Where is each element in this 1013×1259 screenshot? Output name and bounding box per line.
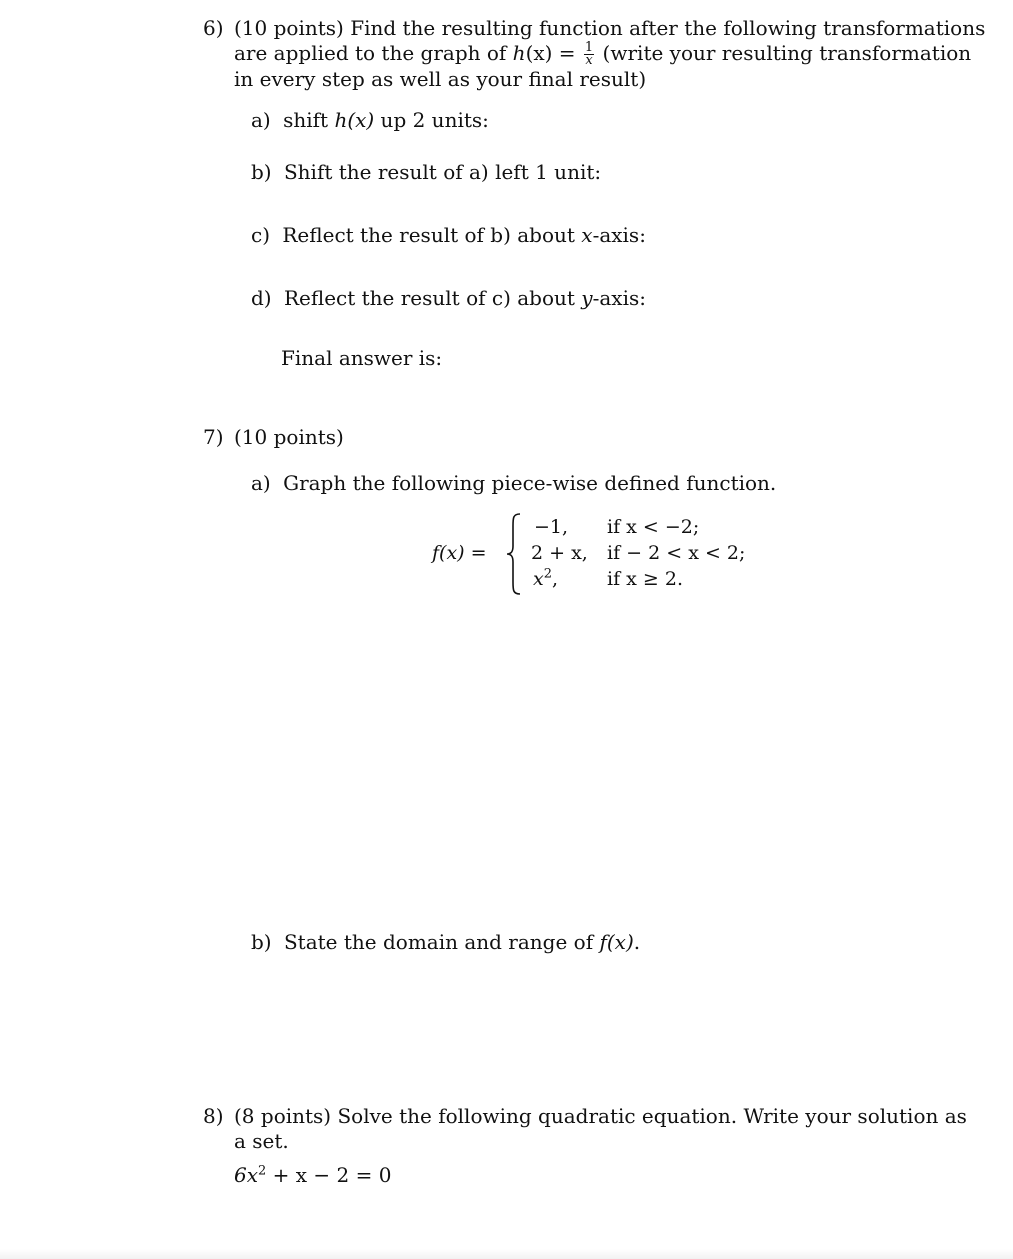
- piecewise-lhs: f(x) =: [432, 542, 487, 564]
- q8-eq-sup: 2: [258, 1163, 267, 1179]
- q6-part-a-post: up 2 units:: [374, 108, 489, 132]
- case-2-cond: if − 2 < x < 2;: [607, 542, 746, 564]
- q6-part-b-text: Shift the result of a) left 1 unit:: [283, 160, 602, 184]
- q6-h-name: h: [512, 41, 526, 65]
- q6-part-d-post: -axis:: [592, 286, 646, 310]
- q7-part-b-math: f(x): [599, 930, 634, 954]
- q8-eq-rest: + x − 2 = 0: [266, 1163, 392, 1187]
- q6-frac-num: 1: [584, 40, 594, 55]
- q6-frac-den: x: [585, 53, 593, 68]
- q7-part-b-pre: State the domain and range of: [283, 930, 600, 954]
- q7-part-a-label: a): [251, 471, 271, 495]
- q6-fraction: [584, 42, 594, 67]
- q6-part-c-label: c): [251, 223, 271, 247]
- q8-line2: a set.: [234, 1129, 289, 1153]
- q6-part-b: [251, 160, 601, 184]
- q7-part-a-text: Graph the following piece-wise defined function.: [283, 471, 777, 495]
- case-3-cond: if x ≥ 2.: [607, 568, 683, 590]
- q6-line2: [234, 41, 971, 67]
- q6-part-c-pre: Reflect the result of b) about: [282, 223, 582, 247]
- q6-line1: (10 points) Find the resulting function after the following transformations: [234, 16, 986, 40]
- q8-equation: [234, 1163, 391, 1187]
- q8-number: 8): [203, 1104, 224, 1128]
- q7-number: 7): [203, 425, 224, 449]
- page-bottom-edge: [0, 1249, 1013, 1259]
- case-1-cond: if x < −2;: [607, 516, 700, 538]
- q6-part-d-pre: Reflect the result of c) about: [283, 286, 582, 310]
- case-2-expr: 2 + x,: [531, 542, 588, 564]
- case-3-base: x: [533, 568, 544, 590]
- q6-final-answer: Final answer is:: [281, 346, 443, 370]
- q6-part-b-label: b): [251, 160, 272, 184]
- q6-part-a-math: h(x): [334, 108, 375, 132]
- q6-line2-pre: are applied to the graph of: [234, 41, 513, 65]
- q8-eq-coef: 6x: [234, 1163, 259, 1187]
- q6-part-a-label: a): [251, 108, 271, 132]
- q7-header: (10 points): [234, 425, 344, 449]
- q6-part-c-post: -axis:: [592, 223, 646, 247]
- q6-number: 6): [203, 16, 224, 40]
- q6-part-a-pre: shift: [283, 108, 335, 132]
- q6-line2-post: (write your resulting transformation: [596, 41, 972, 65]
- q6-line3: in every step as well as your final result): [234, 67, 647, 91]
- q7-part-a: [251, 471, 776, 495]
- q6-part-c-math: x: [581, 223, 593, 247]
- piecewise-brace: [506, 512, 522, 596]
- q7-part-b: [251, 930, 640, 954]
- q6-part-a: [251, 108, 489, 132]
- case-3-tail: ,: [552, 568, 559, 590]
- q6-part-d-label: d): [251, 286, 272, 310]
- case-3-expr: [533, 567, 558, 591]
- case-1-expr: −1,: [534, 516, 569, 538]
- q7-part-b-post: .: [633, 930, 641, 954]
- q6-part-d: [251, 286, 646, 310]
- q6-part-c: [251, 223, 646, 247]
- q8-line1: (8 points) Solve the following quadratic equation. Write your solution as: [234, 1104, 967, 1128]
- case-3-sup: 2: [543, 566, 552, 582]
- q6-h-arg: (x) =: [525, 41, 582, 65]
- q6-part-d-math: y: [581, 286, 593, 310]
- q7-part-b-label: b): [251, 930, 272, 954]
